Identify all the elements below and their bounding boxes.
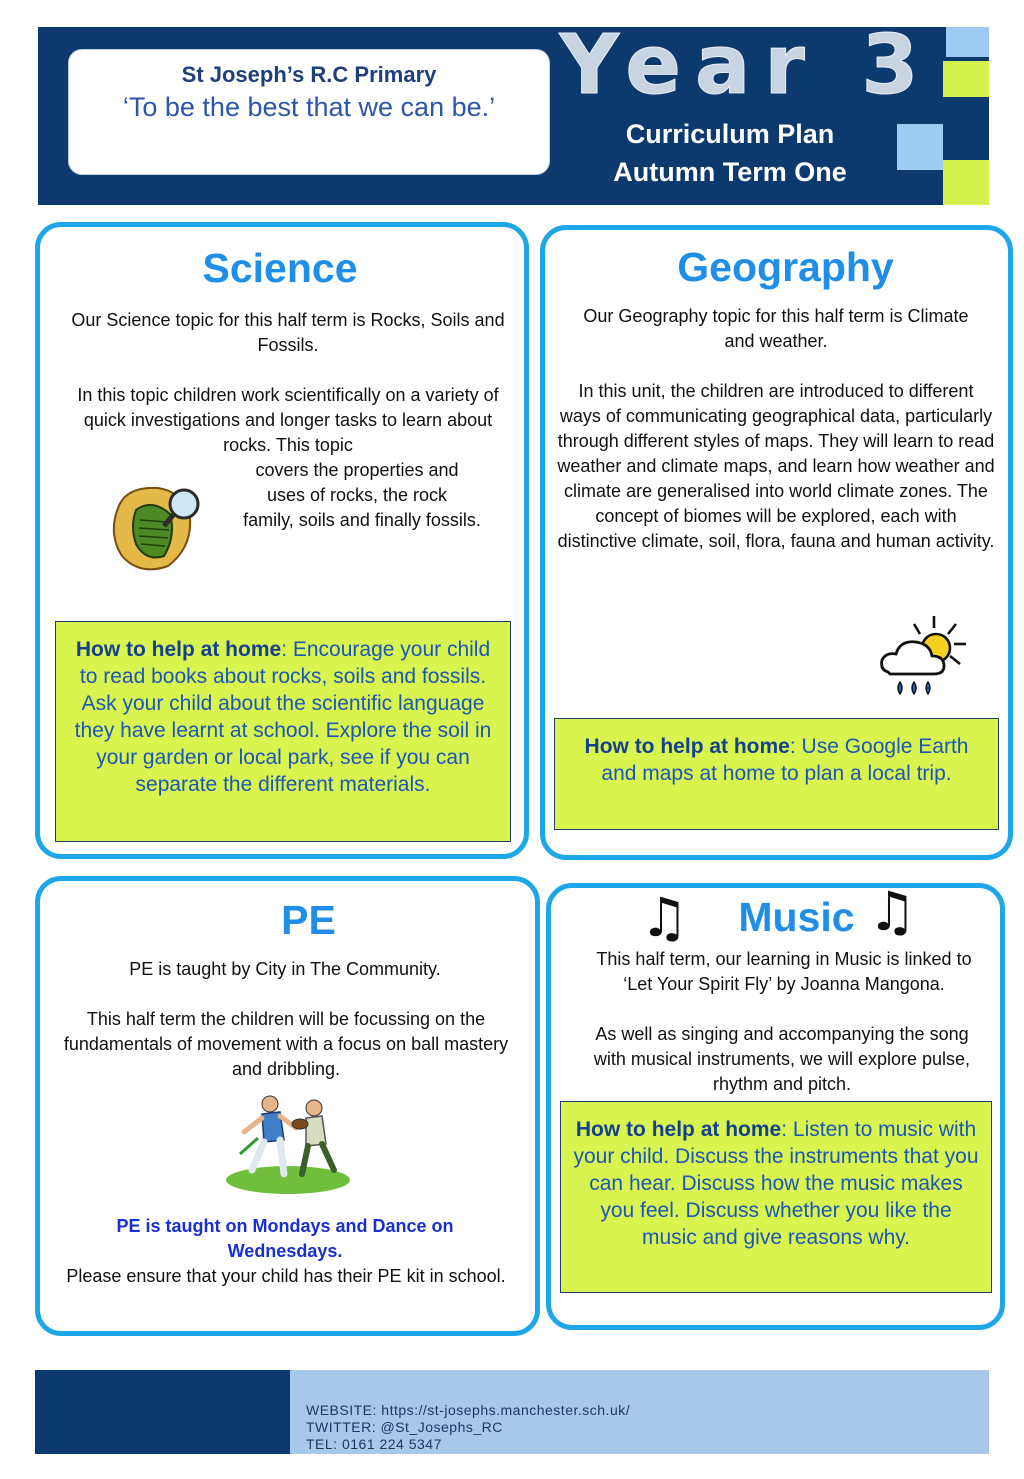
music-help-text: : Listen to music with your child. Discuss the instruments that you can hear. Discuss how the music makes you feel. Discuss whether you like the music and give reasons why.: [573, 1118, 979, 1249]
music-note-icon: ♫: [640, 886, 689, 949]
pe-intro: PE is taught by City in The Community.: [129, 959, 441, 979]
science-help-text: : Encourage your child to read books about rocks, soils and fossils. Ask your child about the scientific language they have learnt at school. Explore the soil in your garden or local park, see if you can separate the different materials.: [74, 638, 492, 796]
music-intro: This half term, our learning in Music is linked to ‘Let Your Spirit Fly’ by Joanna Mangona.: [596, 949, 972, 994]
decor-square-light: [946, 27, 989, 57]
geography-detail: In this unit, the children are introduced to different ways of communicating geographical data, particularly through different styles of maps. They will learn to read weather and climate maps, and learn how weather and climate are generalised into world climate zones. The concept of biomes will be explored, each with distinctive climate, soil, flora, fauna and human activity.: [557, 381, 995, 551]
geography-help-text: : Use Google Earth and maps at home to plan a local trip.: [601, 735, 969, 785]
science-detail-line: covers the properties and: [255, 460, 459, 480]
footer-phone: TEL: 0161 224 5347: [306, 1436, 442, 1452]
school-name-box: [68, 49, 550, 175]
footer-dark-block: [35, 1370, 290, 1454]
science-detail-line: family, soils and finally fossils.: [243, 510, 481, 530]
geography-help-label: How to help at home: [584, 735, 790, 758]
plan-title: [540, 115, 920, 191]
decor-square-lime: [943, 61, 989, 97]
music-help-box: [560, 1101, 992, 1293]
music-title: Music: [738, 894, 855, 940]
music-note-icon: ♫: [868, 880, 917, 943]
year-title: Year 3: [559, 18, 933, 113]
decor-square-lime: [943, 160, 989, 205]
school-motto: ‘To be the best that we can be.’: [122, 92, 496, 122]
plan-title-line1: Curriculum Plan: [625, 119, 835, 149]
school-name: St Joseph’s R.C Primary: [181, 62, 437, 87]
pe-title: PE: [281, 897, 336, 943]
footer-twitter[interactable]: TWITTER: @St_Josephs_RC: [306, 1419, 503, 1435]
science-title: Science: [202, 245, 358, 291]
plan-title-line2: Autumn Term One: [613, 157, 847, 187]
science-detail-line: uses of rocks, the rock: [266, 485, 448, 505]
science-help-label: How to help at home: [75, 638, 282, 661]
pe-days-note: PE is taught on Mondays and Dance on Wednesdays.: [116, 1216, 454, 1261]
pe-detail: This half term the children will be focussing on the fundamentals of movement with a focus on ball mastery and dribbling.: [63, 1009, 509, 1079]
footer-website[interactable]: WEBSITE: https://st-josephs.manchester.sch.uk/: [306, 1402, 631, 1418]
geography-title: Geography: [677, 244, 894, 290]
decor-square-light: [897, 124, 943, 170]
footer-contact: [306, 1402, 630, 1453]
fossil-magnifier-icon: [106, 478, 226, 578]
weather-icon: [876, 612, 972, 704]
geography-help-box: [554, 718, 999, 830]
science-detail: In this topic children work scientifically on a variety of quick investigations and longer tasks to learn about rocks. This topic: [77, 385, 499, 455]
science-help-box: [55, 621, 511, 842]
music-detail: As well as singing and accompanying the song with musical instruments, we will explore pulse, rhythm and pitch.: [593, 1024, 971, 1094]
geography-intro: Our Geography topic for this half term is Climate and weather.: [583, 306, 969, 351]
pe-kit-note: Please ensure that your child has their PE kit in school.: [66, 1266, 506, 1286]
football-players-icon: [218, 1090, 358, 1196]
science-intro: Our Science topic for this half term is Rocks, Soils and Fossils.: [71, 310, 505, 355]
music-help-label: How to help at home: [575, 1118, 782, 1141]
